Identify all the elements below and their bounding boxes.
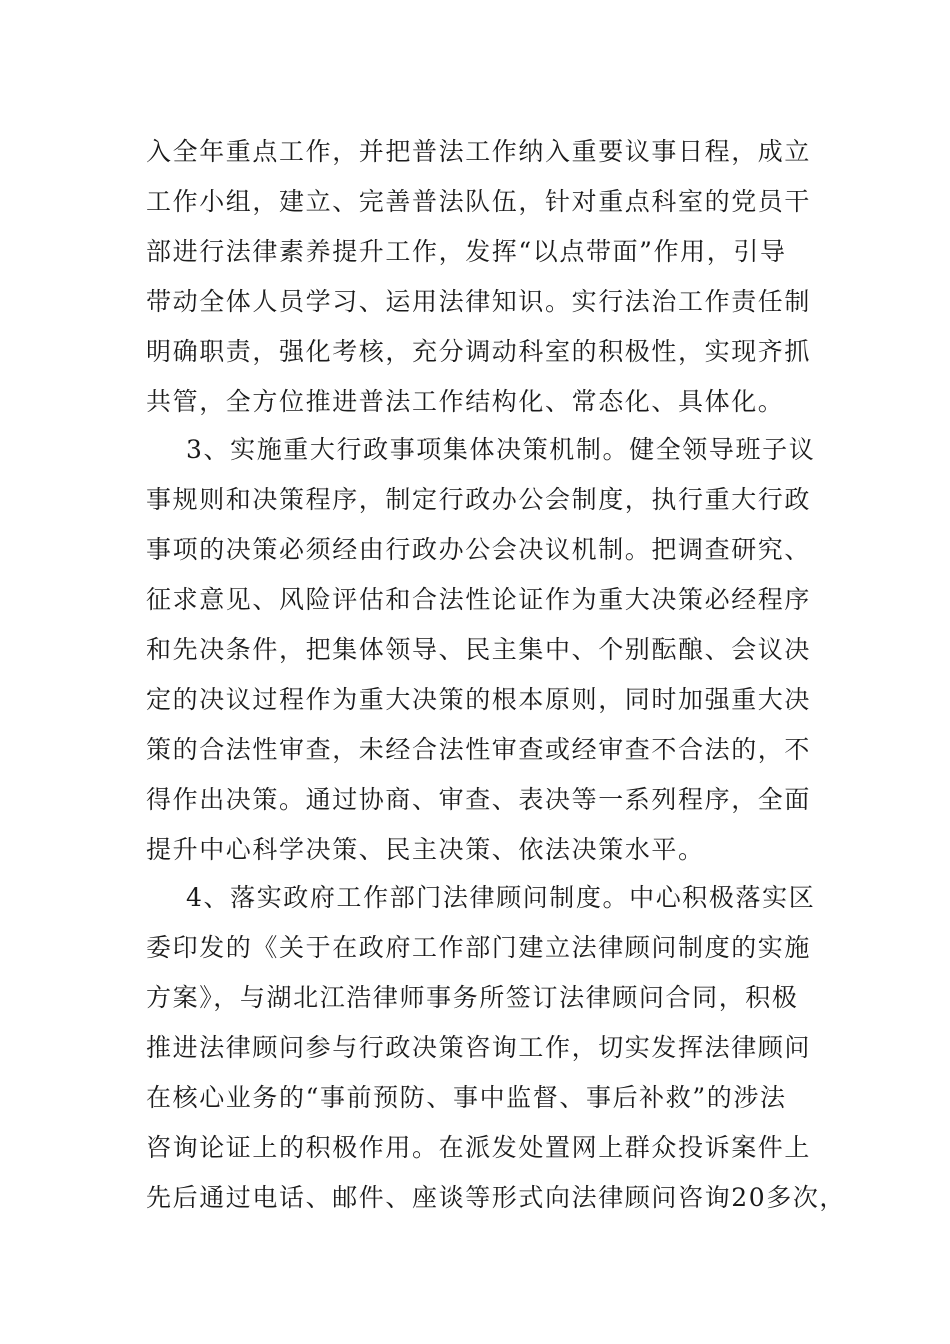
paragraph-line: 策的合法性审查，未经合法性审查或经审查不合法的，不: [146, 735, 812, 764]
paragraph-line: 在核心业务的“事前预防、事中监督、事后补救”的涉法: [146, 1083, 787, 1112]
paragraph-line: 和先决条件，把集体领导、民主集中、个别酝酿、会议决: [146, 635, 812, 664]
paragraph-line: 3、实施重大行政事项集体决策机制。健全领导班子议: [186, 435, 816, 464]
paragraph-line: 带动全体人员学习、运用法律知识。实行法治工作责任制: [146, 287, 812, 316]
paragraph-line: 事规则和决策程序，制定行政办公会制度，执行重大行政: [146, 485, 812, 514]
paragraph-line: 委印发的《关于在政府工作部门建立法律顾问制度的实施: [146, 933, 812, 962]
paragraph-line: 部进行法律素养提升工作，发挥“以点带面”作用，引导: [146, 237, 787, 266]
paragraph-line: 咨询论证上的积极作用。在派发处置网上群众投诉案件上: [146, 1133, 812, 1162]
paragraph-line: 明确职责，强化考核，充分调动科室的积极性，实现齐抓: [146, 337, 812, 366]
paragraph-line: 定的决议过程作为重大决策的根本原则，同时加强重大决: [146, 685, 812, 714]
paragraph-line: 先后通过电话、邮件、座谈等形式向法律顾问咨询20多次，: [146, 1183, 847, 1212]
paragraph-line: 入全年重点工作，并把普法工作纳入重要议事日程，成立: [146, 137, 812, 166]
paragraph-line: 4、落实政府工作部门法律顾问制度。中心积极落实区: [186, 883, 816, 912]
paragraph-line: 共管，全方位推进普法工作结构化、常态化、具体化。: [146, 387, 785, 416]
paragraph-line: 方案》，与湖北江浩律师事务所签订法律顾问合同，积极: [146, 983, 799, 1012]
paragraph-line: 征求意见、风险评估和合法性论证作为重大决策必经程序: [146, 585, 812, 614]
paragraph-line: 提升中心科学决策、民主决策、依法决策水平。: [146, 835, 705, 864]
paragraph-line: 工作小组，建立、完善普法队伍，针对重点科室的党员干: [146, 187, 812, 216]
paragraph-line: 事项的决策必须经由行政办公会决议机制。把调查研究、: [146, 535, 812, 564]
paragraph-line: 推进法律顾问参与行政决策咨询工作，切实发挥法律顾问: [146, 1033, 812, 1062]
paragraph-line: 得作出决策。通过协商、审查、表决等一系列程序，全面: [146, 785, 812, 814]
